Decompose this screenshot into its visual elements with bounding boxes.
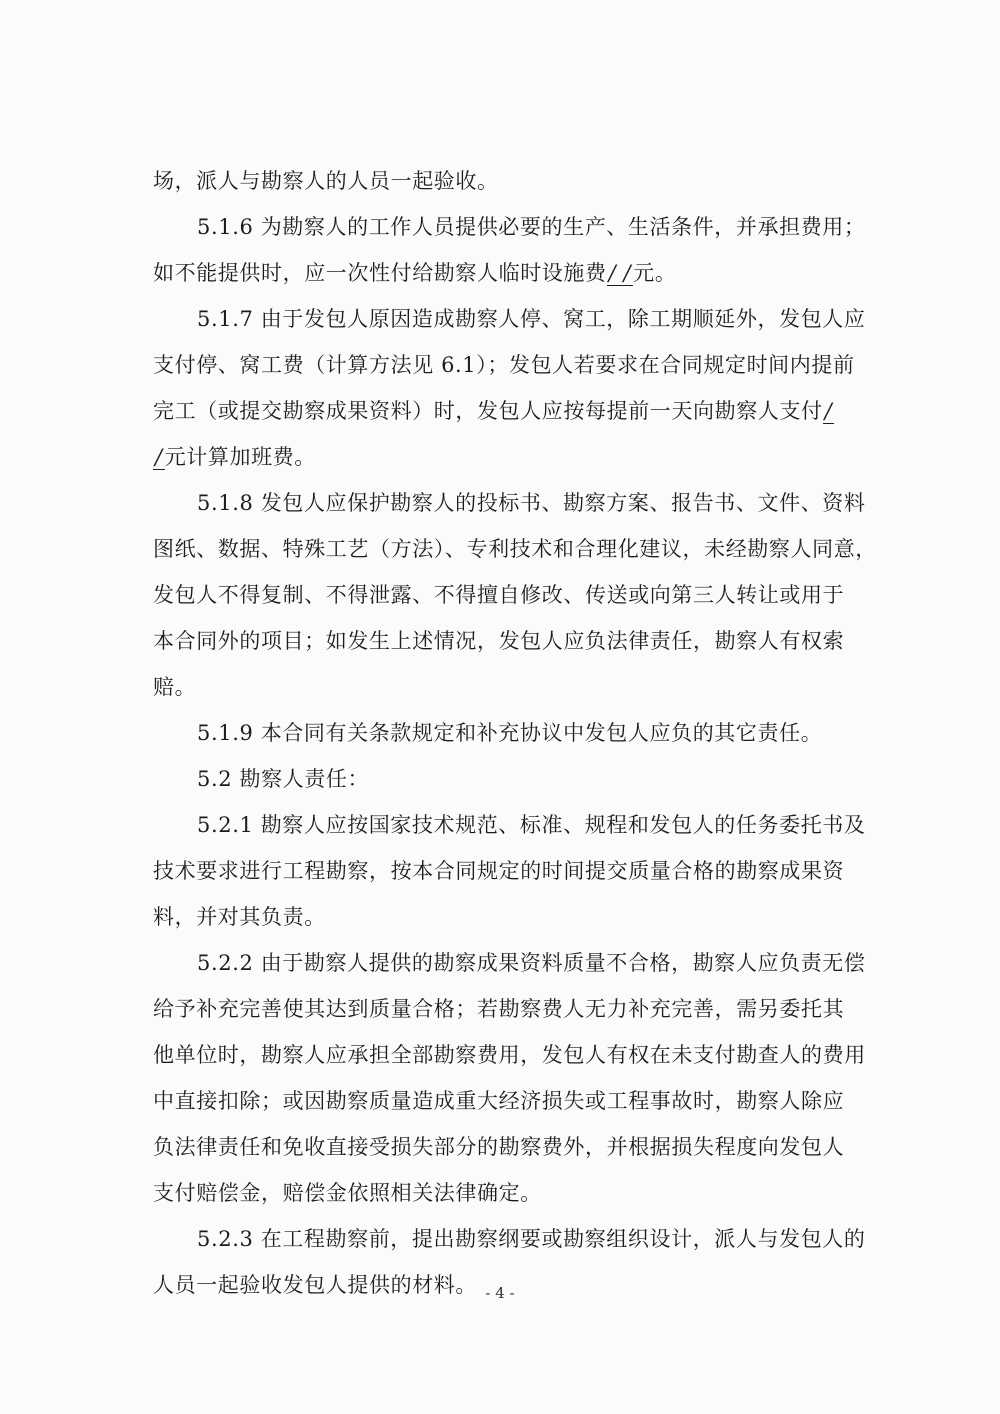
fill-in-blank: /: [155, 445, 163, 469]
line-text: 赔。: [153, 675, 197, 699]
text-line: [153, 1124, 893, 1170]
text-line: [153, 434, 893, 480]
line-text: 发包人不得复制、不得泄露、不得擅自修改、传送或向第三人转让或用于: [153, 583, 845, 607]
text-line: [153, 1216, 893, 1262]
text-line: [153, 618, 893, 664]
text-line: [153, 848, 893, 894]
line-text: 5.2.3 在工程勘察前，提出勘察纲要或勘察组织设计，派人与发包人的: [197, 1227, 866, 1251]
line-text: 技术要求进行工程勘察，按本合同规定的时间提交质量合格的勘察成果资: [153, 859, 845, 883]
line-text: 5.1.8 发包人应保护勘察人的投标书、勘察方案、报告书、文件、资料: [197, 491, 866, 515]
text-line: [153, 526, 893, 572]
fill-in-blank: / /: [608, 261, 632, 285]
line-text: 人员一起验收发包人提供的材料。: [153, 1273, 477, 1297]
text-line: [153, 802, 893, 848]
line-text: 如不能提供时，应一次性付给勘察人临时设施费: [153, 261, 607, 285]
line-text: 料，并对其负责。: [153, 905, 326, 929]
text-line: [153, 250, 893, 296]
text-line: [153, 480, 893, 526]
text-line: [153, 1170, 893, 1216]
text-line: [153, 986, 893, 1032]
text-line: [153, 204, 893, 250]
contract-page-body: [153, 158, 893, 1308]
text-line: [153, 710, 893, 756]
line-text: 场，派人与勘察人的人员一起验收。: [153, 169, 499, 193]
line-text: 支付赔偿金，赔偿金依照相关法律确定。: [153, 1181, 542, 1205]
fill-in-blank: /: [824, 399, 833, 423]
text-line: [153, 158, 893, 204]
line-text: 中直接扣除；或因勘察质量造成重大经济损失或工程事故时，勘察人除应: [153, 1089, 845, 1113]
line-text: 本合同外的项目；如发生上述情况，发包人应负法律责任，勘察人有权索: [153, 629, 845, 653]
line-text-after-blank: 元。: [633, 261, 677, 285]
line-text-after-blank: 元计算加班费。: [164, 445, 316, 469]
line-text: 5.2 勘察人责任：: [197, 767, 370, 791]
text-line: [153, 296, 893, 342]
text-line: [153, 1078, 893, 1124]
line-text: 支付停、窝工费（计算方法见 6.1）；发包人若要求在合同规定时间内提前: [153, 353, 855, 377]
text-line: [153, 940, 893, 986]
line-text: 给予补充完善使其达到质量合格；若勘察费人无力补充完善，需另委托其: [153, 997, 845, 1021]
line-text: 5.1.7 由于发包人原因造成勘察人停、窝工，除工期顺延外，发包人应: [197, 307, 866, 331]
line-text: 负法律责任和免收直接受损失部分的勘察费外，并根据损失程度向发包人: [153, 1135, 845, 1159]
line-text: 5.1.9 本合同有关条款规定和补充协议中发包人应负的其它责任。: [197, 721, 823, 745]
text-line: [153, 664, 893, 710]
line-text: 完工（或提交勘察成果资料）时，发包人应按每提前一天向勘察人支付: [153, 399, 823, 423]
page-number: - 4 -: [485, 1284, 515, 1302]
text-line: [153, 342, 893, 388]
line-text: 5.2.2 由于勘察人提供的勘察成果资料质量不合格，勘察人应负责无偿: [197, 951, 866, 975]
text-line: [153, 756, 893, 802]
text-line: [153, 1032, 893, 1078]
line-text: 5.2.1 勘察人应按国家技术规范、标准、规程和发包人的任务委托书及: [197, 813, 866, 837]
line-text: 图纸、数据、特殊工艺（方法）、专利技术和合理化建议，未经勘察人同意，: [153, 537, 877, 561]
text-line: [153, 572, 893, 618]
line-text: 他单位时，勘察人应承担全部勘察费用，发包人有权在未支付勘查人的费用: [153, 1043, 866, 1067]
text-line: [153, 894, 893, 940]
line-text: 5.1.6 为勘察人的工作人员提供必要的生产、生活条件，并承担费用；: [197, 215, 866, 239]
text-line: [153, 388, 893, 434]
